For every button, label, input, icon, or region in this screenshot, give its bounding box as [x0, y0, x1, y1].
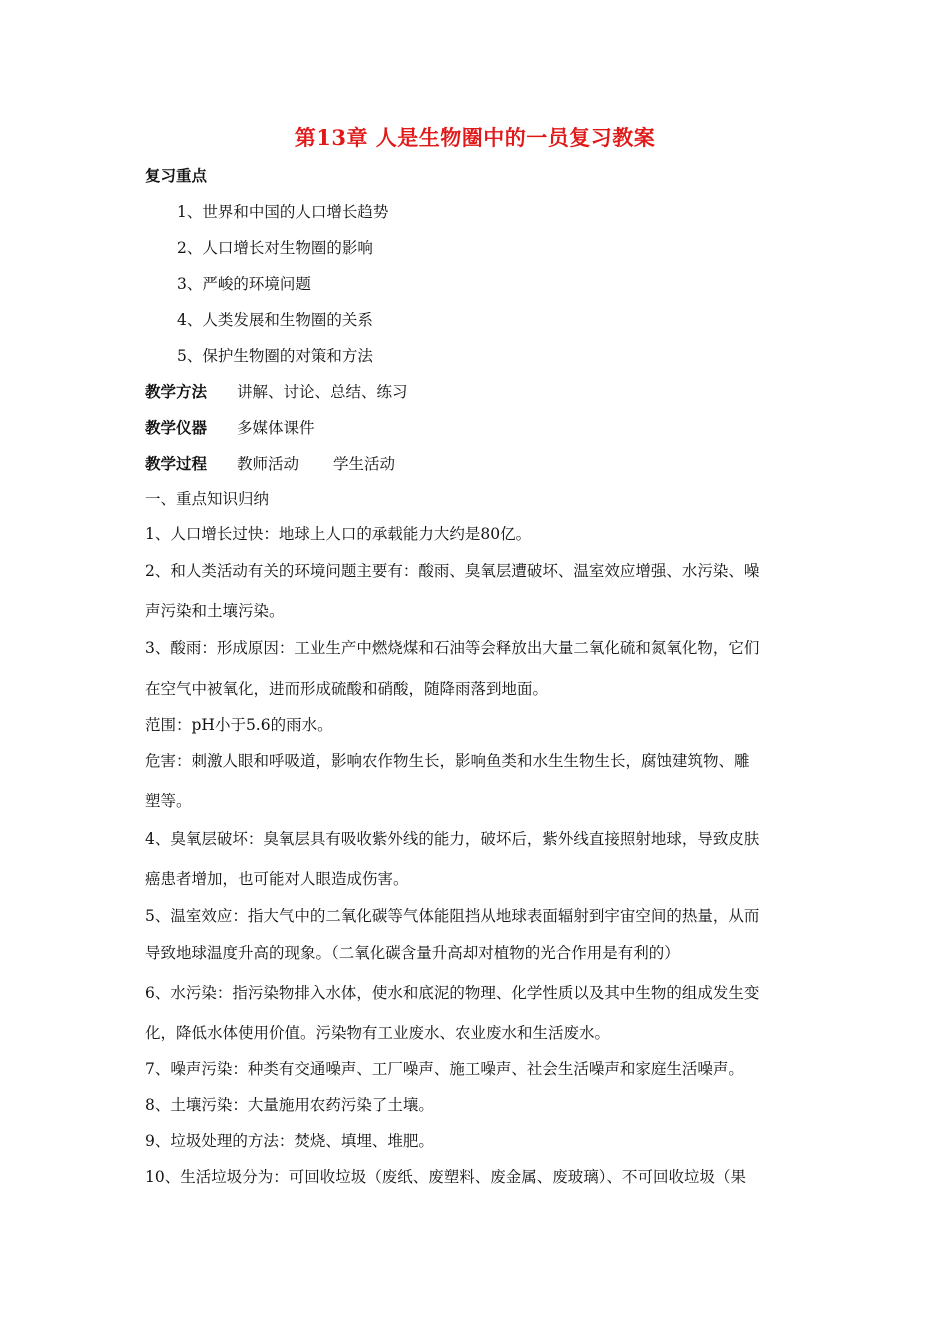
teaching-equipment-label: 教学仪器	[145, 418, 208, 437]
teaching-equipment-value: 多媒体课件	[237, 419, 315, 437]
body-line: 9、垃圾处理的方法：焚烧、填埋、堆肥。	[145, 1132, 434, 1150]
teacher-activity-label: 教师活动	[237, 455, 300, 473]
body-line: 导致地球温度升高的现象。（二氧化碳含量升高却对植物的光合作用是有利的）	[145, 944, 680, 962]
review-focus-item: 1、世界和中国的人口增长趋势	[177, 203, 389, 221]
body-line: 1、人口增长过快：地球上人口的承载能力大约是80亿。	[145, 525, 532, 543]
body-line: 2、和人类活动有关的环境问题主要有：酸雨、臭氧层遭破坏、温室效应增强、水污染、噪	[145, 562, 760, 580]
teaching-method-label: 教学方法	[145, 382, 208, 401]
body-line: 5、温室效应：指大气中的二氧化碳等气体能阻挡从地球表面辐射到宇宙空间的热量，从而	[145, 907, 760, 925]
body-line: 危害：刺激人眼和呼吸道，影响农作物生长，影响鱼类和水生生物生长，腐蚀建筑物、雕	[145, 752, 750, 770]
review-focus-item: 5、保护生物圈的对策和方法	[177, 347, 373, 365]
teaching-equipment-row	[145, 416, 315, 438]
body-line: 4、臭氧层破坏：臭氧层具有吸收紫外线的能力，破坏后，紫外线直接照射地球，导致皮肤	[145, 830, 760, 848]
review-focus-item: 4、人类发展和生物圈的关系	[177, 311, 373, 329]
document-title: 第13章 人是生物圈中的一员复习教案	[294, 125, 656, 150]
body-line: 在空气中被氧化，进而形成硫酸和硝酸，随降雨落到地面。	[145, 680, 549, 698]
body-line: 7、噪声污染：种类有交通噪声、工厂噪声、施工噪声、社会生活噪声和家庭生活噪声。	[145, 1060, 744, 1078]
teaching-process-row	[145, 452, 395, 474]
section-heading: 一、重点知识归纳	[145, 490, 270, 508]
teaching-method-value: 讲解、讨论、总结、练习	[237, 383, 408, 401]
teaching-method-row	[145, 380, 408, 402]
review-focus-item: 2、人口增长对生物圈的影响	[177, 239, 373, 257]
body-line: 3、酸雨：形成原因：工业生产中燃烧煤和石油等会释放出大量二氧化硫和氮氧化物，它们	[145, 639, 760, 657]
body-line: 10、生活垃圾分为：可回收垃圾（废纸、废塑料、废金属、废玻璃）、不可回收垃圾（果	[145, 1168, 746, 1186]
review-focus-item: 3、严峻的环境问题	[177, 275, 311, 293]
student-activity-label: 学生活动	[333, 455, 396, 473]
review-focus-heading: 复习重点	[145, 166, 208, 185]
body-line: 声污染和土壤污染。	[145, 602, 285, 620]
teaching-process-label: 教学过程	[145, 454, 208, 473]
body-line: 癌患者增加，也可能对人眼造成伤害。	[145, 870, 409, 888]
body-line: 6、水污染：指污染物排入水体，使水和底泥的物理、化学性质以及其中生物的组成发生变	[145, 984, 760, 1002]
body-line: 8、土壤污染：大量施用农药污染了土壤。	[145, 1096, 434, 1114]
body-line: 塑等。	[145, 792, 192, 810]
body-line: 化，降低水体使用价值。污染物有工业废水、农业废水和生活废水。	[145, 1024, 611, 1042]
body-line: 范围：pH小于5.6的雨水。	[145, 716, 333, 734]
